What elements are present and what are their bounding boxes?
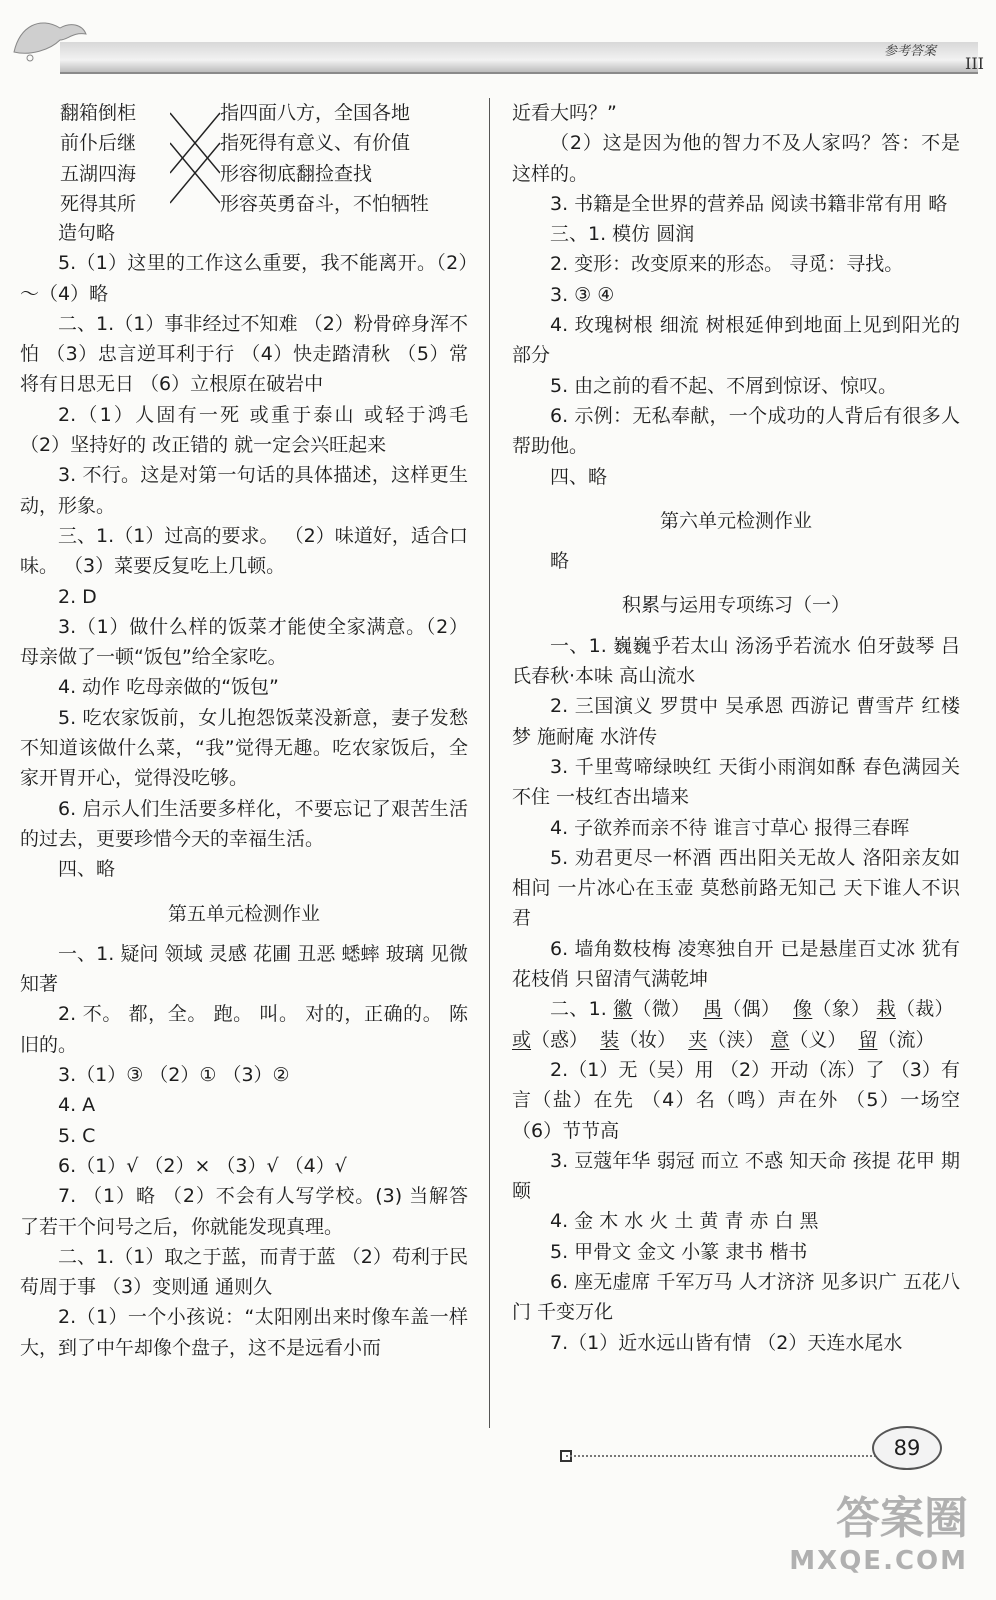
typo-item: 像（象）: [793, 998, 871, 1021]
answer-line: 5. C: [58, 1124, 96, 1147]
answer-line: 7. （1）略 （2）不会有人写学校。(3) 当解答了若干个问号之后，你就能发现真理。: [20, 1185, 468, 1238]
answer-line: 6. 启示人们生活要多样化，不要忘记了艰苦生活的过去，更要珍惜今天的幸福生活。: [20, 797, 468, 850]
answer-line: 2.（1）一个小孩说：“太阳刚出来时像车盖一样大，到了中午却像个盘子，这不是远看小而: [20, 1306, 468, 1359]
section-heading: 第五单元检测作业: [167, 902, 320, 925]
answer-line: 一、1. 巍巍乎若太山 汤汤乎若流水 伯牙鼓琴 吕氏春秋·本味 高山流水: [512, 634, 960, 688]
left-column: [20, 98, 468, 1363]
header-page-roman: III: [965, 54, 984, 73]
answer-line: 3.（1）③ （2）① （3）②: [58, 1064, 290, 1087]
match-right-item: 形容彻底翻捡查找: [220, 162, 373, 185]
answer-line: 三、1.（1）过高的要求。 （2）味道好，适合口味。 （3）菜要反复吃上几顿。: [20, 524, 468, 578]
answer-line: （2）这是因为他的智力不及人家吗？答：不是这样的。: [512, 132, 960, 185]
watermark-logo: [789, 1482, 968, 1576]
match-left-item: 死得其所: [60, 192, 137, 215]
answer-line: 3. 书籍是全世界的营养品 阅读书籍非常有用 略: [550, 192, 948, 215]
answer-line: 3. ③ ④: [550, 283, 615, 306]
page-number: 89: [872, 1426, 942, 1470]
header-bar: [60, 42, 978, 74]
answer-line: 二、1.（1）取之于蓝，而青于蓝 （2）苟利于民 苟周于事 （3）变则通 通则久: [20, 1245, 468, 1299]
watermark-url: MXQE.COM: [789, 1546, 968, 1576]
answer-line: 二、1.（1）事非经过不知难 （2）粉骨碎身浑不怕 （3）忠言逆耳利于行 （4）快走踏清秋 （5）常将有日思无日 （6）立根原在破岩中: [20, 312, 468, 396]
section-heading: 积累与运用专项练习（一）: [621, 594, 850, 617]
answer-line: 5.（1）这里的工作这么重要，我不能离开。（2）～（4）略: [20, 252, 468, 305]
typo-item: 意（义）: [770, 1028, 847, 1051]
answer-line: 4. A: [58, 1094, 96, 1117]
typo-item: 留（流）: [858, 1028, 935, 1051]
answer-line: 7.（1）近水远山皆有情 （2）天连水尾水: [550, 1331, 903, 1354]
typo-item: 徽（微）: [613, 998, 691, 1021]
match-right-item: 指死得有意义、有价值: [220, 132, 411, 155]
answer-line: 一、1. 疑问 领域 灵感 花圃 丑恶 蟋蟀 玻璃 见微知著: [20, 942, 468, 996]
header-label: 参考答案: [883, 44, 936, 59]
answer-line: 3.（1）做什么样的饭菜才能使全家满意。（2）母亲做了一顿“饭包”给全家吃。: [20, 615, 468, 669]
answer-line: 4. 子欲养而亲不待 谁言寸草心 报得三春晖: [550, 816, 910, 839]
right-column: [512, 98, 960, 1358]
match-left-item: 五湖四海: [60, 162, 137, 185]
match-right-item: 指四面八方，全国各地: [220, 102, 411, 124]
answer-line: 2. 三国演义 罗贯中 吴承恩 西游记 曹雪芹 红楼梦 施耐庵 水浒传: [512, 695, 960, 748]
answer-line: 2.（1）人固有一死 或重于泰山 或轻于鸿毛 （2）坚持好的 改正错的 就一定会兴旺起来: [20, 403, 468, 457]
typo-item: 禺（偶）: [703, 998, 781, 1021]
answer-line: 四、略: [58, 858, 116, 881]
typo-item: 栽（裁）: [876, 998, 954, 1021]
answer-line: 4. 动作 吃母亲做的“饭包”: [58, 676, 279, 699]
answer-line: 造句略: [58, 222, 116, 244]
typo-item: 夹（浃）: [688, 1028, 765, 1051]
answer-line: 4. 玫瑰树根 细流 树根延伸到地面上见到阳光的部分: [512, 314, 960, 367]
typo-label: 二、1.: [550, 998, 607, 1021]
footer-dotted-line: [566, 1455, 876, 1457]
answer-line: 4. 金 木 水 火 土 黄 青 赤 白 黑: [550, 1210, 819, 1233]
answer-line: 5. 劝君更尽一杯酒 西出阳关无故人 洛阳亲友如相问 一片冰心在玉壶 莫愁前路无知己 天下谁人不识君: [512, 846, 960, 930]
answer-line: 3. 千里莺啼绿映红 天街小雨润如酥 春色满园关不住 一枝红杏出墙来: [512, 755, 960, 809]
answer-line: 四、略: [550, 465, 608, 488]
answer-line: 6.（1）√ （2）× （3）√ （4）√: [58, 1154, 347, 1177]
match-right-list: [220, 98, 429, 219]
match-lines: [170, 98, 220, 218]
answer-line: 5. 甲骨文 金文 小篆 隶书 楷书: [550, 1240, 808, 1263]
typo-item: 装（妆）: [600, 1028, 677, 1051]
match-left-list: [60, 98, 136, 219]
answer-line: 2. D: [58, 585, 97, 608]
answer-line: 略: [550, 550, 570, 573]
column-divider: [489, 98, 490, 1428]
answer-line: 6. 示例：无私奉献，一个成功的人背后有很多人帮助他。: [512, 404, 960, 458]
answer-line: 5. 吃农家饭前，女儿抱怨饭菜没新意，妻子发愁不知道该做什么菜，“我”觉得无趣。吃农家饭后，全家开胃开心，觉得没吃够。: [20, 706, 468, 790]
match-left-item: 前仆后继: [60, 132, 137, 155]
match-left-item: 翻箱倒柜: [60, 102, 137, 124]
section-heading: 第六单元检测作业: [659, 509, 812, 532]
answer-line: 3. 豆蔻年华 弱冠 而立 不惑 知天命 孩提 花甲 期颐: [512, 1149, 960, 1203]
answer-line: 2.（1）无（吴）用 （2）开动（冻）了 （3）有言（盐）在先 （4）名（鸣）声在外 （5）一场空 （6）节节高: [512, 1058, 960, 1142]
answer-line: 三、1. 模仿 圆润: [550, 223, 695, 246]
matching-exercise: [60, 98, 468, 218]
typo-correction-list: [512, 994, 960, 1055]
answer-line: 2. 变形：改变原来的形态。 寻觅：寻找。: [550, 253, 904, 276]
typo-item: 或（惑）: [512, 1028, 589, 1051]
answer-line: 6. 墙角数枝梅 凌寒独自开 已是悬崖百丈冰 犹有花枝俏 只留清气满乾坤: [512, 937, 960, 991]
answer-line: 2. 不。 都，全。 跑。 叫。 对的，正确的。 陈旧的。: [20, 1003, 468, 1056]
answer-line: 3. 不行。这是对第一句话的具体描述，这样更生动，形象。: [20, 464, 468, 517]
answer-line: 5. 由之前的看不起、不屑到惊讶、惊叹。: [550, 374, 898, 397]
watermark-title: 答案圈: [836, 1493, 968, 1544]
answer-line: 近看大吗？”: [512, 102, 617, 124]
answer-line: 6. 座无虚席 千军万马 人才济济 见多识广 五花八门 千变万化: [512, 1270, 960, 1324]
match-right-item: 形容英勇奋斗，不怕牺牲: [220, 192, 430, 215]
